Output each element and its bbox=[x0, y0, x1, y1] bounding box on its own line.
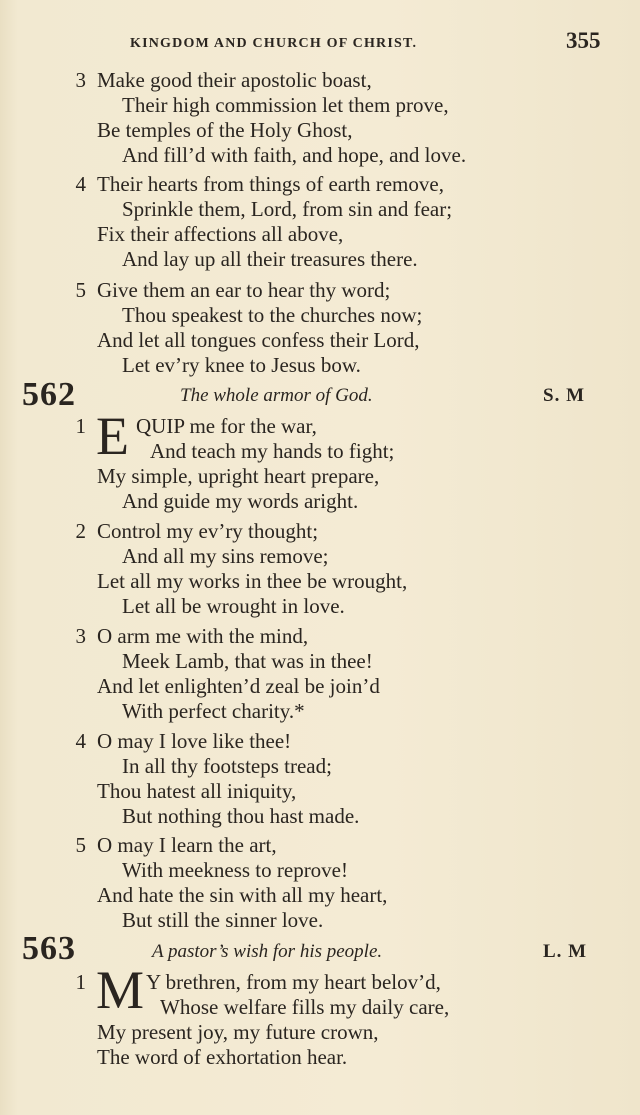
verse-line: And hate the sin with all my heart, bbox=[97, 883, 388, 907]
verse-number: 2 bbox=[75, 519, 86, 543]
verse-line: O arm me with the mind, bbox=[97, 624, 309, 648]
verse-line: And lay up all their treasures there. bbox=[122, 247, 418, 271]
verse-line: And all my sins remove; bbox=[122, 544, 329, 568]
verse-line: With meekness to reprove! bbox=[122, 858, 348, 882]
verse-line: Y brethren, from my heart belov’d, bbox=[146, 970, 441, 994]
verse-number: 1 bbox=[75, 970, 86, 994]
verse-line: QUIP me for the war, bbox=[136, 414, 317, 438]
verse-number: 3 bbox=[75, 68, 86, 92]
verse-line: My present joy, my future crown, bbox=[97, 1020, 379, 1044]
verse-line: My simple, upright heart prepare, bbox=[97, 464, 380, 488]
hymn-title: The whole armor of God. bbox=[180, 385, 373, 406]
verse-line: And teach my hands to fight; bbox=[150, 439, 395, 463]
drop-cap: E bbox=[96, 406, 129, 466]
verse-line: With perfect charity.* bbox=[122, 699, 305, 723]
verse-number: 5 bbox=[75, 833, 86, 857]
hymn-meter: L. M bbox=[543, 941, 588, 962]
verse-line: O may I love like thee! bbox=[97, 729, 292, 753]
verse-line: Their hearts from things of earth remove, bbox=[97, 172, 444, 196]
verse-line: And let all tongues confess their Lord, bbox=[97, 328, 420, 352]
hymn-number: 563 bbox=[22, 930, 76, 967]
verse-line: Control my ev’ry thought; bbox=[97, 519, 319, 543]
verse-line: Thou hatest all iniquity, bbox=[97, 779, 297, 803]
drop-cap: M bbox=[96, 960, 145, 1020]
verse-line: But still the sinner love. bbox=[122, 908, 324, 932]
verse-number: 3 bbox=[75, 624, 86, 648]
verse-number: 4 bbox=[75, 172, 86, 196]
running-head bbox=[0, 28, 640, 58]
verse-line: Meek Lamb, that was in thee! bbox=[122, 649, 373, 673]
verse-line: The word of exhortation hear. bbox=[97, 1045, 348, 1069]
verse-line: Give them an ear to hear thy word; bbox=[97, 278, 391, 302]
hymn-title: A pastor’s wish for his people. bbox=[152, 941, 383, 962]
verse-line: Fix their affections all above, bbox=[97, 222, 344, 246]
verse-line: Thou speakest to the churches now; bbox=[122, 303, 423, 327]
verse-line: Sprinkle them, Lord, from sin and fear; bbox=[122, 197, 453, 221]
verse-number: 5 bbox=[75, 278, 86, 302]
verse-line: O may I learn the art, bbox=[97, 833, 277, 857]
verse-line: Let all my works in thee be wrought, bbox=[97, 569, 408, 593]
verse-line: Be temples of the Holy Ghost, bbox=[97, 118, 353, 142]
hymn-number: 562 bbox=[22, 376, 76, 413]
verse-number: 1 bbox=[75, 414, 86, 438]
running-title: KINGDOM AND CHURCH OF CHRIST. bbox=[130, 36, 418, 51]
verse-line: Make good their apostolic boast, bbox=[97, 68, 372, 92]
verse-line: And fill’d with faith, and hope, and love. bbox=[122, 143, 467, 167]
verse-line: And guide my words aright. bbox=[122, 489, 359, 513]
hymn-meter: S. M bbox=[543, 385, 585, 406]
verse-line: Their high commission let them prove, bbox=[122, 93, 449, 117]
verse-number: 4 bbox=[75, 729, 86, 753]
verse-line: And let enlighten’d zeal be join’d bbox=[97, 674, 380, 698]
page-number: 355 bbox=[566, 28, 601, 53]
verse-line: Let ev’ry knee to Jesus bow. bbox=[122, 353, 361, 377]
verse-line: Let all be wrought in love. bbox=[122, 594, 345, 618]
verse-line: Whose welfare fills my daily care, bbox=[160, 995, 450, 1019]
verse-line: But nothing thou hast made. bbox=[122, 804, 360, 828]
verse-line: In all thy footsteps tread; bbox=[122, 754, 332, 778]
